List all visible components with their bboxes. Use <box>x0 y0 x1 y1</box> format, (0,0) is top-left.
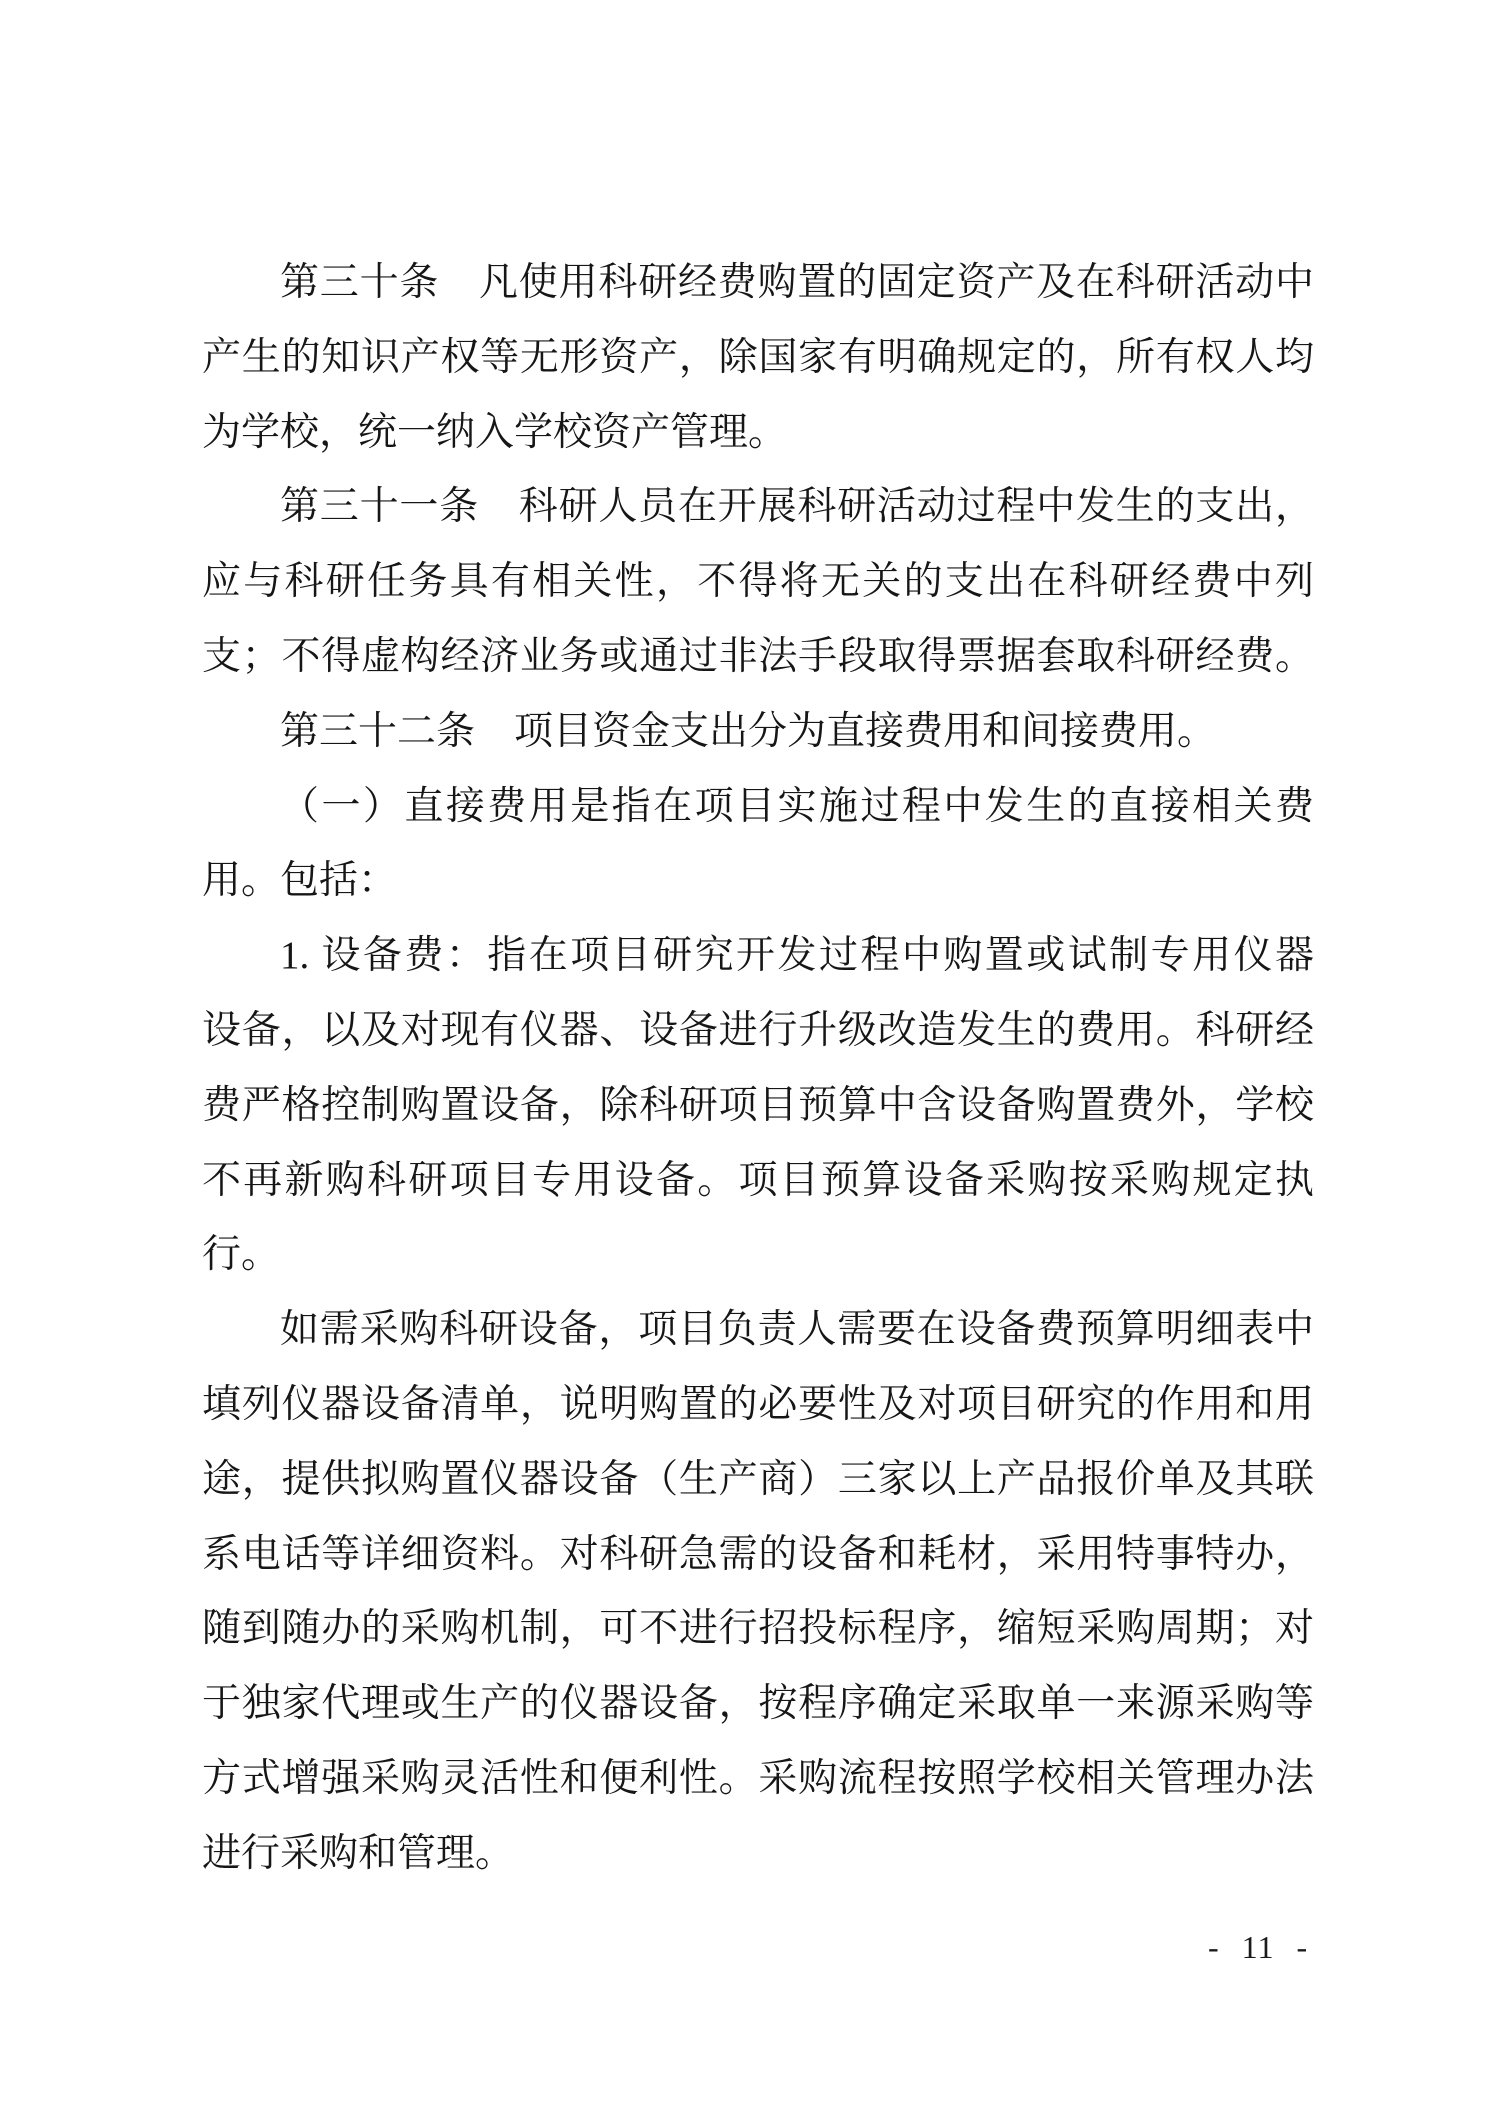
doc-line: 方式增强采购灵活性和便利性。采购流程按照学校相关管理办法 <box>202 1756 1314 1800</box>
doc-line: 用。包括： <box>202 859 398 903</box>
document-body <box>202 246 1314 1892</box>
doc-line: 费严格控制购置设备，除科研项目预算中含设备购置费外，学校 <box>202 1083 1314 1127</box>
doc-line: 应与科研任务具有相关性，不得将无关的支出在科研经费中列 <box>202 560 1314 604</box>
doc-line: 于独家代理或生产的仪器设备，按程序确定采取单一来源采购等 <box>202 1682 1314 1726</box>
doc-line: 第三十一条 科研人员在开展科研活动过程中发生的支出， <box>280 485 1314 529</box>
doc-line: 填列仪器设备清单，说明购置的必要性及对项目研究的作用和用 <box>202 1382 1314 1426</box>
page-number: - 11 - <box>1208 1929 1309 1965</box>
doc-line: 支；不得虚构经济业务或通过非法手段取得票据套取科研经费。 <box>202 634 1314 678</box>
doc-line: 为学校，统一纳入学校资产管理。 <box>202 410 788 454</box>
doc-line: 第三十条 凡使用科研经费购置的固定资产及在科研活动中 <box>280 261 1314 304</box>
doc-line: 途，提供拟购置仪器设备（生产商）三家以上产品报价单及其联 <box>202 1457 1314 1501</box>
doc-line: 设备，以及对现有仪器、设备进行升级改造发生的费用。科研经 <box>202 1008 1314 1052</box>
doc-line: 随到随办的采购机制，可不进行招投标程序，缩短采购周期；对 <box>202 1607 1314 1651</box>
doc-line: 第三十二条 项目资金支出分为直接费用和间接费用。 <box>280 709 1217 753</box>
doc-line: 不再新购科研项目专用设备。项目预算设备采购按采购规定执 <box>202 1158 1314 1202</box>
doc-line: 系电话等详细资料。对科研急需的设备和耗材，采用特事特办， <box>202 1532 1314 1576</box>
doc-line: 进行采购和管理。 <box>202 1831 515 1875</box>
doc-line: 如需采购科研设备，项目负责人需要在设备费预算明细表中 <box>280 1308 1314 1352</box>
doc-line: 1. 设备费：指在项目研究开发过程中购置或试制专用仪器 <box>280 934 1314 978</box>
doc-line: 产生的知识产权等无形资产，除国家有明确规定的，所有权人均 <box>202 335 1314 379</box>
doc-line: （一）直接费用是指在项目实施过程中发生的直接相关费 <box>280 784 1314 828</box>
doc-line: 行。 <box>202 1233 281 1277</box>
